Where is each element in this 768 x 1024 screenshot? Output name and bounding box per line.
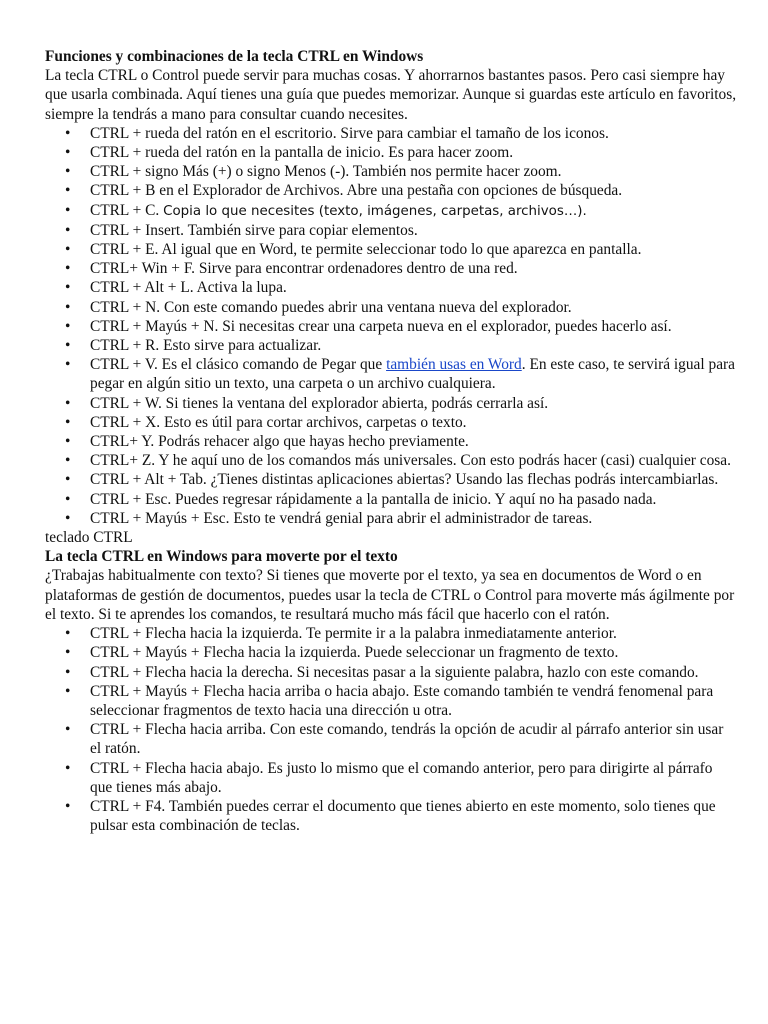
list-item: • CTRL + Flecha hacia la izquierda. Te permite ir a la palabra inmediatamente anterior.	[90, 624, 738, 643]
list-item: • CTRL + N. Con este comando puedes abrir una ventana nueva del explorador.	[90, 298, 738, 317]
list-item-ctrl-c	[90, 201, 738, 221]
list-item: • CTRL + Mayús + Flecha hacia la izquierda. Puede seleccionar un fragmento de texto.	[90, 643, 738, 662]
section1-title: Funciones y combinaciones de la tecla CTRL en Windows	[45, 48, 424, 65]
word-article-link[interactable]: también usas en Word	[386, 356, 522, 374]
list-item: • CTRL + Alt + Tab. ¿Tienes distintas aplicaciones abiertas? Usando las flechas podrás intercambiarlas.	[90, 470, 738, 489]
list-item: • CTRL+ Z. Y he aquí uno de los comandos más universales. Con esto podrás hacer (casi) cualquier cosa.	[90, 451, 738, 470]
list-item: • CTRL + signo Más (+) o signo Menos (-). También nos permite hacer zoom.	[90, 162, 738, 181]
list-item: • CTRL + Flecha hacia arriba. Con este comando, tendrás la opción de acudir al párrafo anterior sin usar el ratón.	[90, 720, 738, 758]
section2-list	[45, 624, 738, 835]
list-item: • CTRL + Mayús + Esc. Esto te vendrá genial para abrir el administrador de tareas.	[90, 509, 738, 528]
list-item: • CTRL + Mayús + Flecha hacia arriba o hacia abajo. Este comando también te vendrá fenomenal para seleccionar fragmentos de texto hacia una dirección u otra.	[90, 682, 738, 720]
list-item: • CTRL + Esc. Puedes regresar rápidamente a la pantalla de inicio. Y aquí no ha pasado nada.	[90, 490, 738, 509]
list-item: • CTRL + X. Esto es útil para cortar archivos, carpetas o texto.	[90, 413, 738, 432]
list-item: • CTRL + W. Si tienes la ventana del explorador abierta, podrás cerrarla así.	[90, 394, 738, 413]
list-item-prefix: CTRL + C.	[90, 201, 164, 219]
section2-intro: ¿Trabajas habitualmente con texto? Si tienes que moverte por el texto, ya sea en documentos de Word o en plataformas de gestión de documentos, puedes usar la tecla de CTRL o Control para moverte más ágilmente por el texto. Si te aprendes los comandos, te resultará mucho más fácil que hacerlo con el ratón.	[45, 567, 735, 623]
list-item: • CTRL+ Win + F. Sirve para encontrar ordenadores dentro de una red.	[90, 259, 738, 278]
list-item: • CTRL + Alt + L. Activa la lupa.	[90, 278, 738, 297]
list-item: • CTRL + Insert. También sirve para copiar elementos.	[90, 221, 738, 240]
section1-list	[45, 124, 738, 528]
list-item: • CTRL + Flecha hacia la derecha. Si necesitas pasar a la siguiente palabra, hazlo con este comando.	[90, 663, 738, 682]
list-item: • CTRL + Mayús + N. Si necesitas crear una carpeta nueva en el explorador, puedes hacerlo así.	[90, 317, 738, 336]
list-item: • CTRL + Flecha hacia abajo. Es justo lo mismo que el comando anterior, pero para dirigirte al párrafo que tienes más abajo.	[90, 759, 738, 797]
list-item-ctrl-v	[90, 355, 738, 393]
section2-title: La tecla CTRL en Windows para moverte por el texto	[45, 548, 398, 566]
list-item: • CTRL + rueda del ratón en el escritorio. Sirve para cambiar el tamaño de los iconos.	[90, 124, 738, 143]
list-item: • CTRL + R. Esto sirve para actualizar.	[90, 336, 738, 355]
list-item: • CTRL+ Y. Podrás rehacer algo que hayas hecho previamente.	[90, 432, 738, 451]
list-item: • CTRL + rueda del ratón en la pantalla de inicio. Es para hacer zoom.	[90, 143, 738, 162]
list-item-text-before: CTRL + V. Es el clásico comando de Pegar que	[90, 356, 387, 374]
list-item-text-after: . En este caso, te servirá igual para pegar en algún sitio un texto, una carpeta o un archivo cualquiera.	[90, 356, 735, 393]
list-item-text: Copia lo que necesites (texto, imágenes, carpetas, archivos…).	[163, 203, 587, 219]
section1-intro: La tecla CTRL o Control puede servir para muchas cosas. Y ahorrarnos bastantes pasos. Pero casi siempre hay que usarla combinada. Aquí tienes una guía que puedes memorizar. Aunque si guardas este artículo en favoritos, siempre la tendrás a mano para consultar cuando necesites.	[45, 67, 737, 123]
list-item: • CTRL + F4. También puedes cerrar el documento que tienes abierto en este momento, solo tienes que pulsar esta combinación de teclas.	[90, 797, 738, 835]
image-caption: teclado CTRL	[45, 529, 133, 547]
list-item: • CTRL + E. Al igual que en Word, te permite seleccionar todo lo que aparezca en pantalla.	[90, 240, 738, 259]
list-item: • CTRL + B en el Explorador de Archivos. Abre una pestaña con opciones de búsqueda.	[90, 181, 738, 200]
